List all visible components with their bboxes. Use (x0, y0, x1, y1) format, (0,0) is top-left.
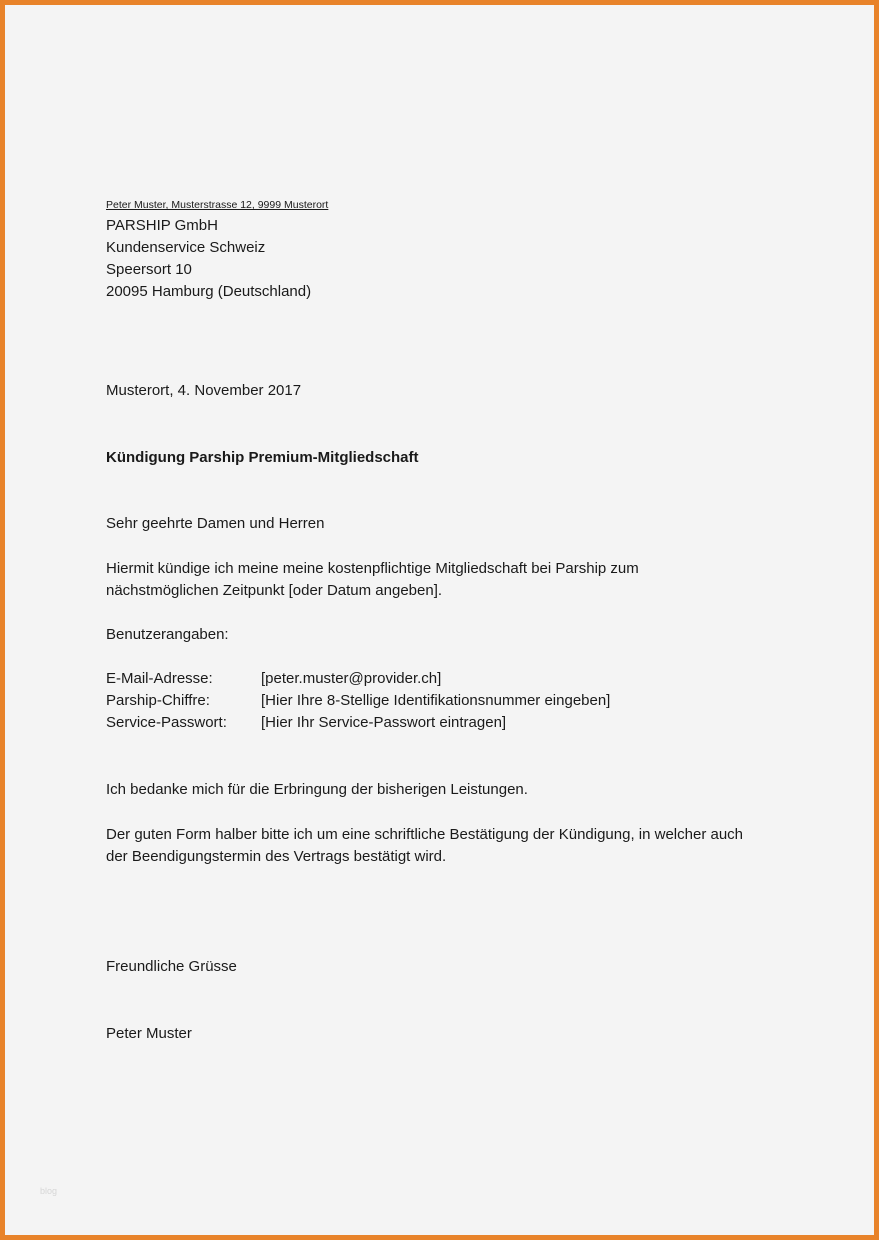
subject-line: Kündigung Parship Premium-Mitgliedschaft (106, 449, 419, 466)
user-data-value: [Hier Ihre 8-Stellige Identifikationsnummer eingeben] (261, 692, 611, 709)
recipient-line-3: Speersort 10 (106, 261, 192, 278)
user-data-label: E-Mail-Adresse: (106, 670, 213, 687)
recipient-line-4: 20095 Hamburg (Deutschland) (106, 283, 312, 300)
sender-line: Peter Muster, Musterstrasse 12, 9999 Musterort (106, 199, 329, 211)
paragraph-2: Ich bedanke mich für die Erbringung der bisherigen Leistungen. (106, 781, 528, 798)
user-data-value: [Hier Ihr Service-Passwort eintragen] (261, 714, 507, 731)
watermark: blog (40, 1186, 58, 1196)
user-data-heading: Benutzerangaben: (106, 626, 229, 643)
salutation: Sehr geehrte Damen und Herren (106, 515, 325, 532)
signature: Peter Muster (106, 1025, 192, 1042)
user-data-label: Service-Passwort: (106, 714, 227, 731)
recipient-line-2: Kundenservice Schweiz (106, 239, 266, 256)
paragraph-1-line-2: nächstmöglichen Zeitpunkt [oder Datum angeben]. (106, 582, 443, 599)
paragraph-1-line-1: Hiermit kündige ich meine meine kostenpflichtige Mitgliedschaft bei Parship zum (106, 560, 639, 577)
user-data-row (106, 712, 506, 734)
paragraph-3-line-1: Der guten Form halber bitte ich um eine schriftliche Bestätigung der Kündigung, in welcher auch (106, 826, 744, 843)
paragraph-3-line-2: der Beendigungstermin des Vertrags bestätigt wird. (106, 848, 447, 865)
closing: Freundliche Grüsse (106, 958, 237, 975)
recipient-line-1: PARSHIP GmbH (106, 217, 218, 234)
user-data-label: Parship-Chiffre: (106, 692, 210, 709)
user-data-value: [peter.muster@provider.ch] (261, 670, 442, 687)
user-data-row (106, 668, 441, 690)
date-line: Musterort, 4. November 2017 (106, 382, 302, 399)
user-data-row (106, 690, 610, 712)
